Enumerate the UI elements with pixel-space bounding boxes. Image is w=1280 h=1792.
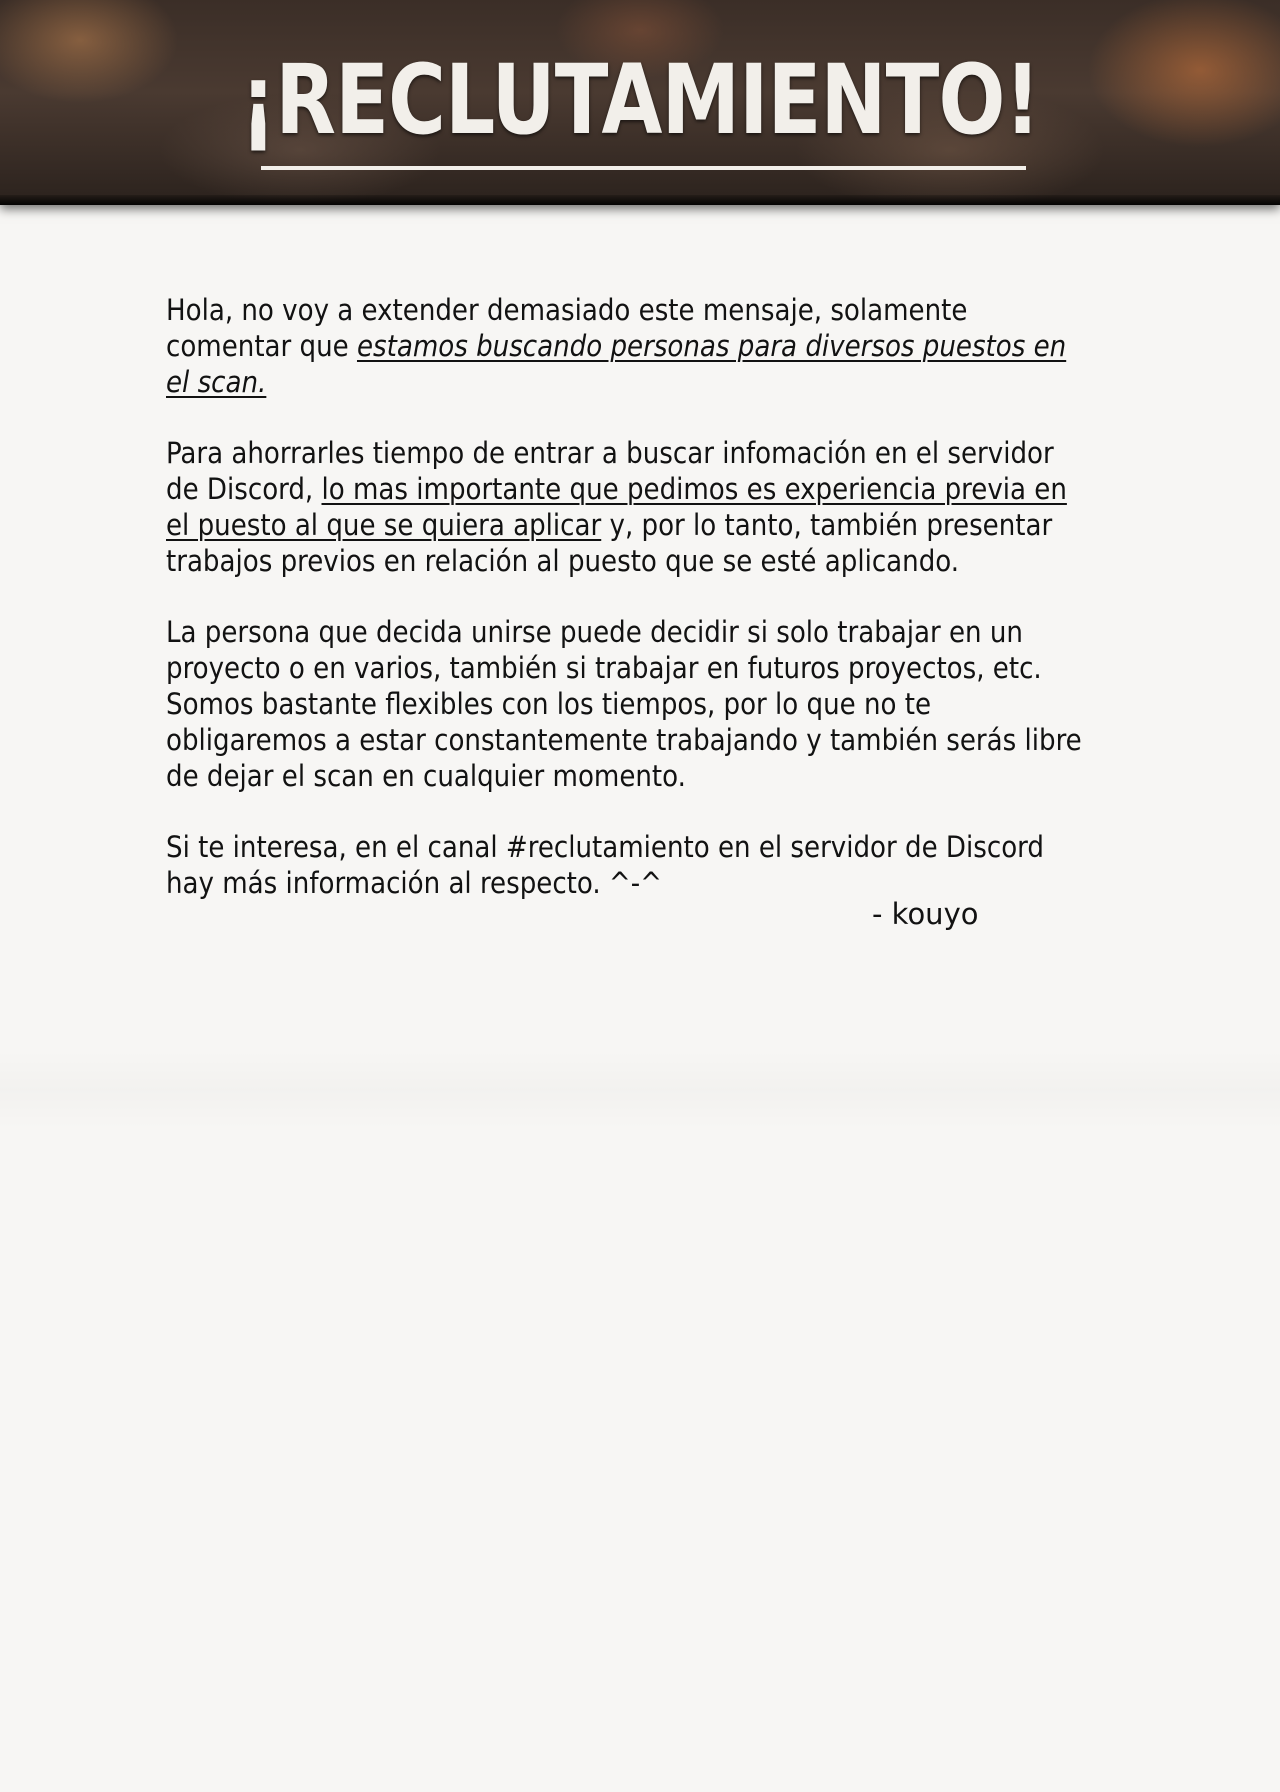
intro-emphasis: estamos buscando personas para diversos puestos en el scan. (166, 329, 1067, 399)
intro-text: Hola, no voy a extender demasiado este mensaje, solamente comentar que (166, 293, 968, 363)
requirements-text-end: y, por lo tanto, también presentar trabajos previos en relación al puesto que se esté aplicando. (166, 508, 1053, 578)
requirements-text-start: Para ahorrarles tiempo de entrar a buscar infomación en el servidor de Discord, (166, 436, 1054, 506)
paper-texture (0, 1050, 1280, 1130)
signature: - kouyo (872, 897, 979, 931)
paragraph-requirements (166, 435, 1086, 579)
paragraph-flexibility: La persona que decida unirse puede decidir si solo trabajar en un proyecto o en varios, también si trabajar en futuros proyectos, etc. Somos bastante flexibles con los tiempos, por lo que no te obligaremos a estar constantemente trabajando y también serás libre de dejar el scan en cualquier momento. (166, 615, 1082, 793)
header-banner (0, 0, 1280, 205)
banner-title-underline (261, 166, 1026, 170)
paragraph-more-info: Si te interesa, en el canal #reclutamiento en el servidor de Discord hay más información al respecto. ^-^ (166, 830, 1044, 900)
requirements-emphasis: lo mas importante que pedimos es experiencia previa en el puesto al que se quiera aplicar (166, 472, 1067, 542)
paragraph-intro (166, 292, 1086, 400)
message-body (166, 292, 1086, 936)
banner-title: ¡RECLUTAMIENTO! (240, 44, 1040, 156)
